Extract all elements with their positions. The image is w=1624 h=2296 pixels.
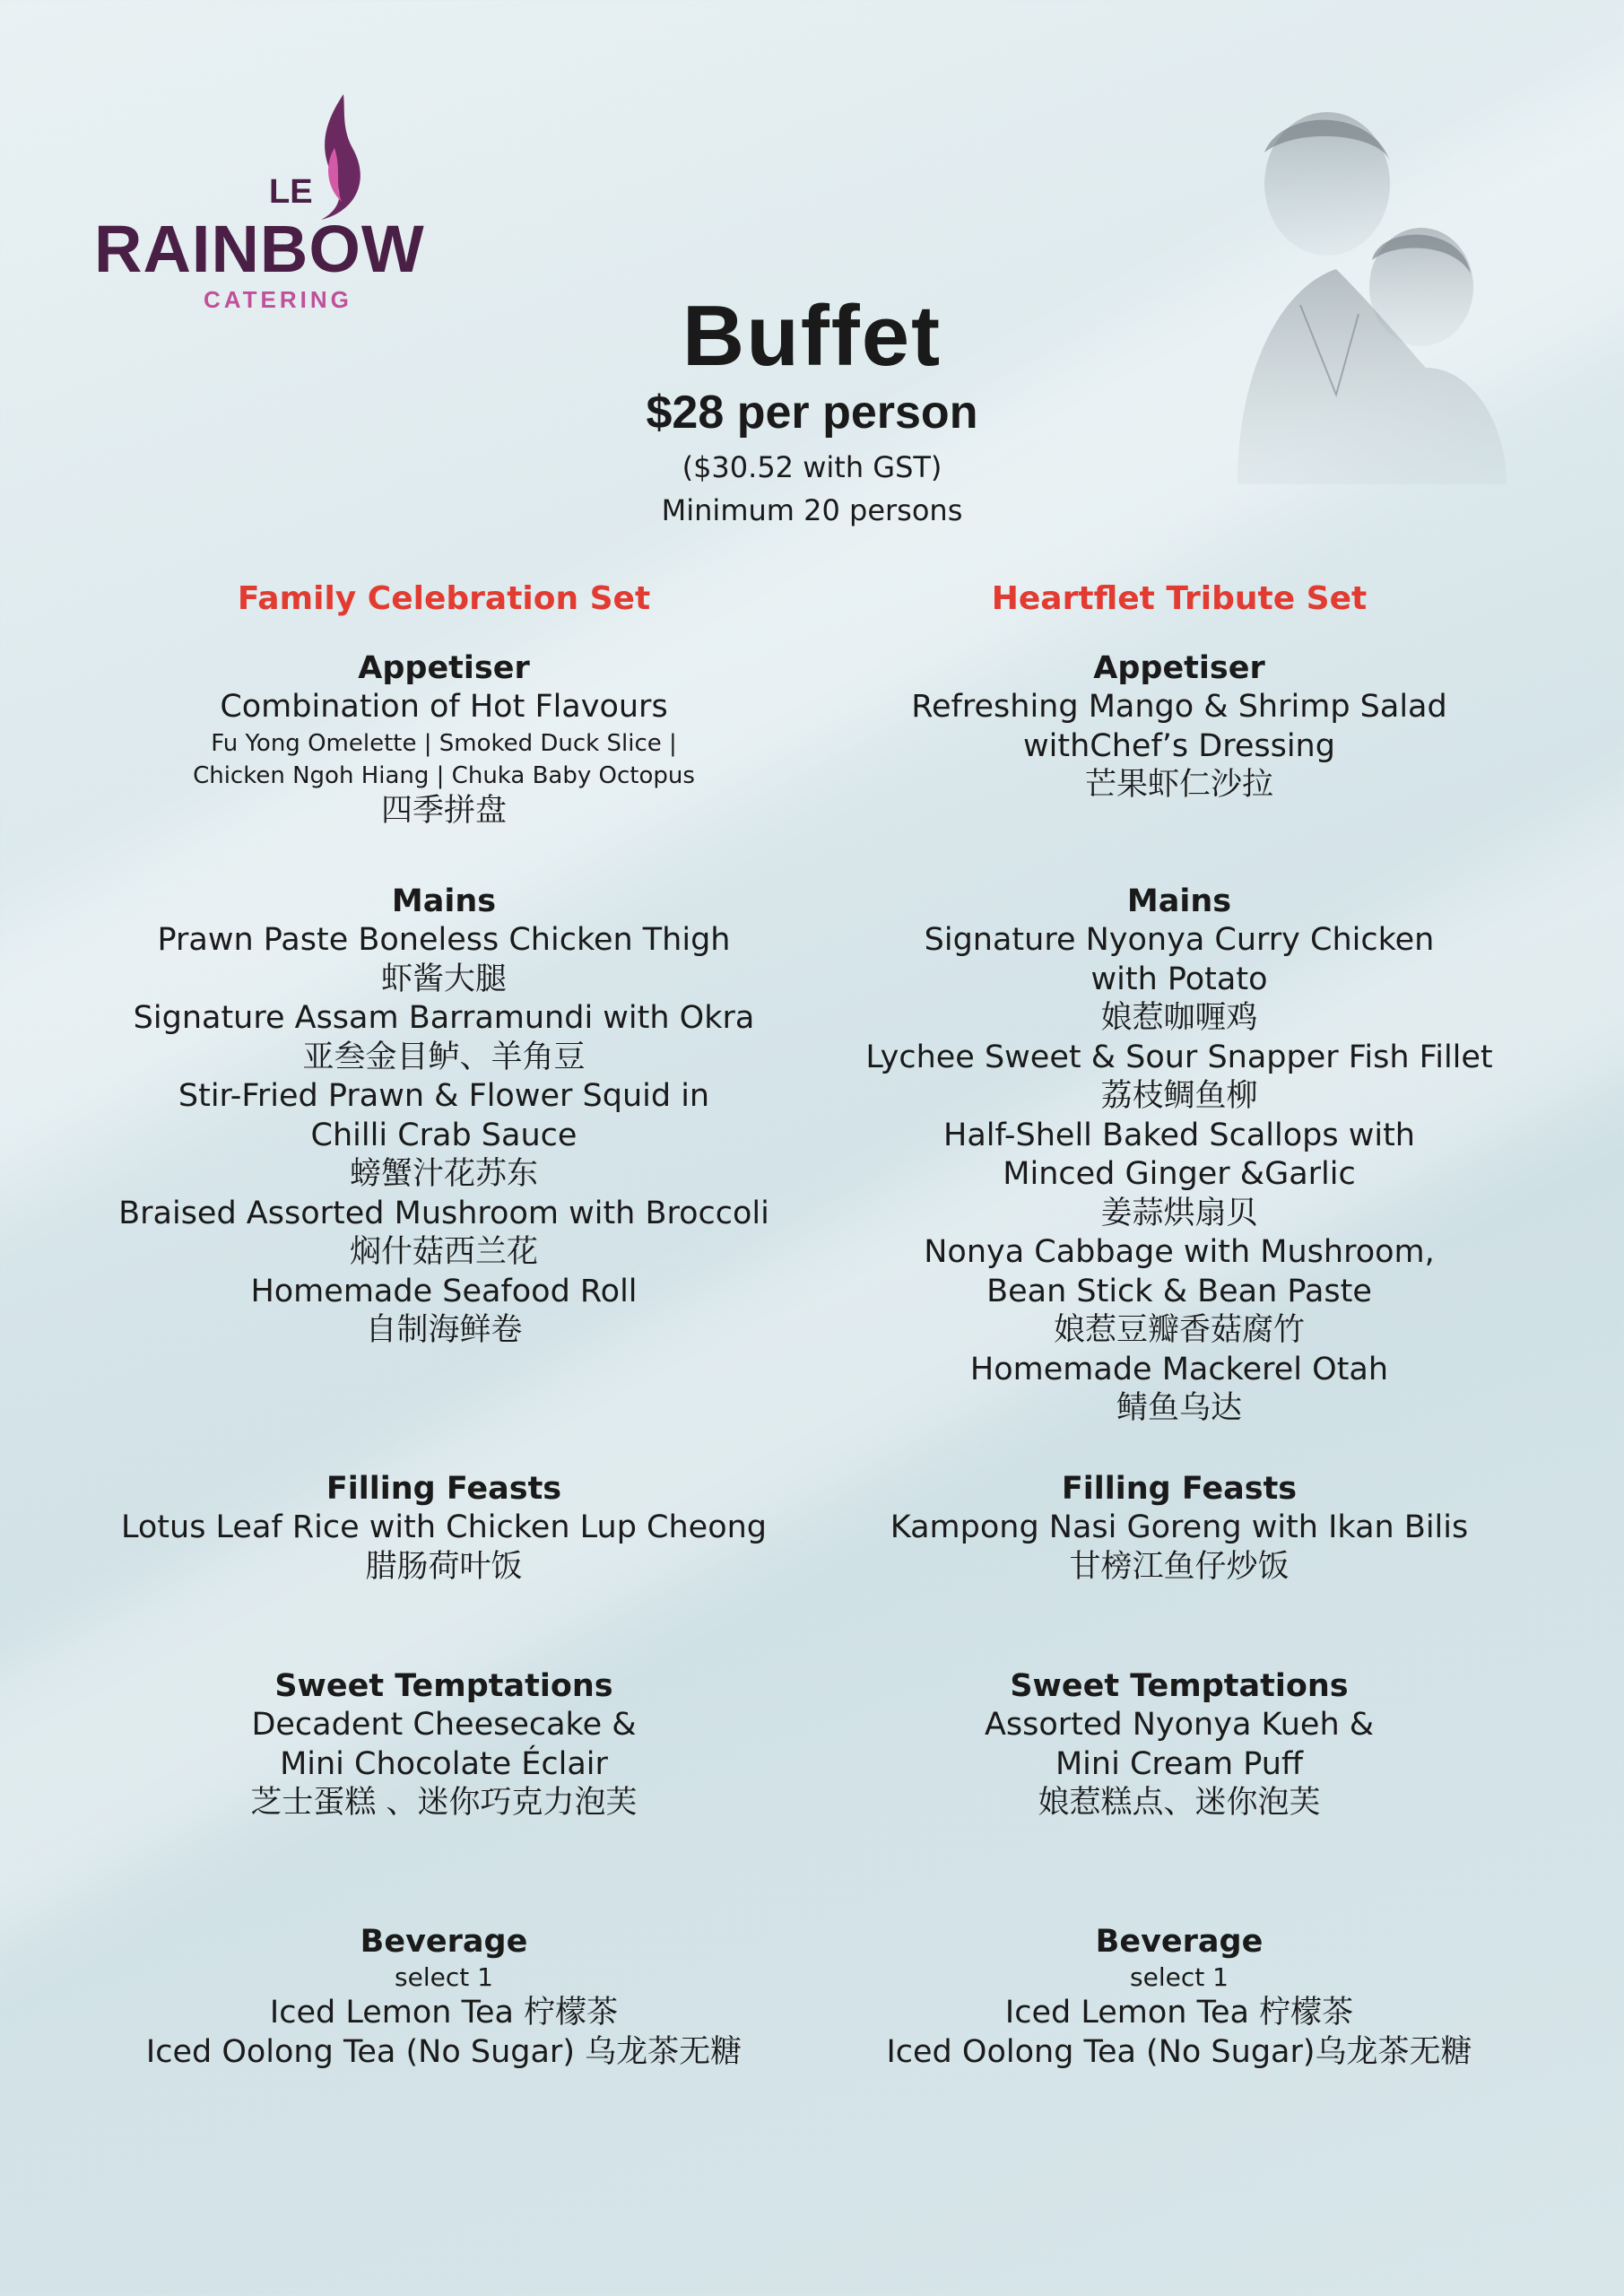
menu-item-line: Iced Lemon Tea 柠檬茶 xyxy=(269,1995,619,2031)
menu-item-line: withChef’s Dressing xyxy=(1023,727,1335,764)
section-filling-feasts xyxy=(785,1469,1574,1587)
menu-item-line: select 1 xyxy=(1130,1962,1229,1992)
menu-item-line: Iced Lemon Tea 柠檬茶 xyxy=(1004,1995,1354,2031)
menu-item-line: Lychee Sweet & Sour Snapper Fish Fillet xyxy=(865,1039,1493,1075)
menu-item-line: Mini Chocolate Éclair xyxy=(280,1745,608,1782)
menu-item-line: Stir-Fried Prawn & Flower Squid in xyxy=(178,1078,710,1114)
section-beverage xyxy=(49,1922,838,2072)
menu-item-line: Fu Yong Omelette | Smoked Duck Slice | xyxy=(211,729,677,757)
brand-le: LE xyxy=(269,173,313,211)
menu-item-line: Chicken Ngoh Hiang | Chuka Baby Octopus xyxy=(193,761,695,789)
section-heading: Sweet Temptations xyxy=(1010,1668,1349,1704)
menu-item-line: 姜蒜烘扇贝 xyxy=(1100,1195,1258,1231)
menu-item-line: Assorted Nyonya Kueh & xyxy=(984,1707,1375,1743)
section-heading: Appetiser xyxy=(358,650,530,686)
section-heading: Mains xyxy=(391,883,497,919)
menu-item-line: 四季拼盘 xyxy=(380,792,507,829)
section-sweet-temptations xyxy=(785,1666,1574,1823)
section-appetiser xyxy=(49,648,838,831)
flame-icon xyxy=(308,94,370,220)
menu-lines xyxy=(49,921,838,1351)
menu-item-line: Iced Oolong Tea (No Sugar)乌龙茶无糖 xyxy=(886,2033,1472,2070)
menu-item-line: Decadent Cheesecake & xyxy=(251,1707,637,1743)
menu-item-line: Signature Assam Barramundi with Okra xyxy=(133,1000,755,1036)
section-mains xyxy=(785,882,1574,1429)
menu-item-line: 娘惹豆瓣香菇腐竹 xyxy=(1053,1312,1305,1348)
section-heading: Mains xyxy=(1126,883,1232,919)
menu-item-line: 螃蟹汁花苏东 xyxy=(349,1156,538,1192)
menu-item-line: 芒果虾仁沙拉 xyxy=(1084,767,1273,803)
section-mains xyxy=(49,882,838,1351)
minimum-persons: Minimum 20 persons xyxy=(661,493,963,527)
menu-item-line: Iced Oolong Tea (No Sugar) 乌龙茶无糖 xyxy=(145,2033,743,2070)
menu-item-line: 亚叁金目鲈、羊角豆 xyxy=(302,1039,586,1075)
page-title: Buffet xyxy=(682,288,942,384)
menu-item-line: Minced Ginger &Garlic xyxy=(1003,1156,1356,1192)
price-with-gst: ($30.52 with GST) xyxy=(682,450,942,484)
section-heading: Beverage xyxy=(1095,1924,1264,1960)
menu-lines xyxy=(49,688,838,831)
menu-item-line: 娘惹咖喱鸡 xyxy=(1100,1000,1258,1036)
section-filling-feasts xyxy=(49,1469,838,1587)
section-heading: Sweet Temptations xyxy=(274,1668,613,1704)
menu-item-line: 腊肠荷叶饭 xyxy=(365,1548,523,1585)
menu-item-line: Combination of Hot Flavours xyxy=(220,689,668,725)
menu-item-line: Mini Cream Puff xyxy=(1055,1745,1303,1782)
menu-lines xyxy=(785,1706,1574,1823)
set-column-family-celebration xyxy=(49,572,838,2070)
set-title: Family Celebration Set xyxy=(237,580,651,617)
menu-item-line: Nonya Cabbage with Mushroom, xyxy=(924,1234,1435,1270)
menu-item-line: Bean Stick & Bean Paste xyxy=(986,1273,1372,1309)
menu-item-line: 甘榜江鱼仔炒饭 xyxy=(1069,1548,1290,1585)
menu-lines xyxy=(49,1509,838,1587)
menu-item-line: 自制海鲜卷 xyxy=(365,1312,523,1348)
section-heading: Filling Feasts xyxy=(326,1471,562,1507)
section-heading: Appetiser xyxy=(1093,650,1265,686)
menu-item-line: Kampong Nasi Goreng with Ikan Bilis xyxy=(890,1509,1469,1545)
menu-item-line: select 1 xyxy=(395,1962,493,1992)
menu-item-line: 虾酱大腿 xyxy=(380,961,507,997)
menu-item-line: Braised Assorted Mushroom with Broccoli xyxy=(118,1195,769,1231)
menu-lines xyxy=(785,688,1574,805)
menu-lines xyxy=(785,1509,1574,1587)
menu-item-line: Signature Nyonya Curry Chicken xyxy=(924,922,1435,958)
brand-name: RAINBOW xyxy=(94,212,425,286)
price-per-person: $28 per person xyxy=(646,387,978,439)
menu-item-line: Chilli Crab Sauce xyxy=(310,1117,578,1153)
menu-item-line: 娘惹糕点、迷你泡芙 xyxy=(1038,1785,1321,1821)
menu-lines xyxy=(785,1961,1574,2072)
section-heading: Beverage xyxy=(360,1924,528,1960)
menu-lines xyxy=(785,921,1574,1429)
menu-lines xyxy=(49,1706,838,1823)
menu-item-line: Prawn Paste Boneless Chicken Thigh xyxy=(157,922,731,958)
menu-item-line: Half-Shell Baked Scallops with xyxy=(943,1117,1415,1153)
section-beverage xyxy=(785,1922,1574,2072)
menu-item-line: Homemade Seafood Roll xyxy=(250,1273,638,1309)
menu-item-line: Lotus Leaf Rice with Chicken Lup Cheong xyxy=(120,1509,768,1545)
set-column-heartfelt-tribute xyxy=(785,572,1574,2070)
section-sweet-temptations xyxy=(49,1666,838,1823)
menu-item-line: Homemade Mackerel Otah xyxy=(969,1351,1389,1387)
brand-tagline: CATERING xyxy=(204,286,352,313)
section-heading: Filling Feasts xyxy=(1061,1471,1298,1507)
menu-lines xyxy=(49,1961,838,2072)
menu-item-line: Refreshing Mango & Shrimp Salad xyxy=(911,689,1447,725)
menu-item-line: 芝士蛋糕 、迷你巧克力泡芙 xyxy=(250,1785,638,1821)
menu-item-line: 焖什菇西兰花 xyxy=(349,1234,538,1270)
menu-item-line: 荔枝鲷鱼柳 xyxy=(1100,1078,1258,1114)
set-title: Heartflet Tribute Set xyxy=(991,580,1368,617)
menu-item-line: with Potato xyxy=(1090,961,1268,997)
menu-item-line: 鲭鱼乌达 xyxy=(1116,1390,1242,1426)
section-appetiser xyxy=(785,648,1574,805)
